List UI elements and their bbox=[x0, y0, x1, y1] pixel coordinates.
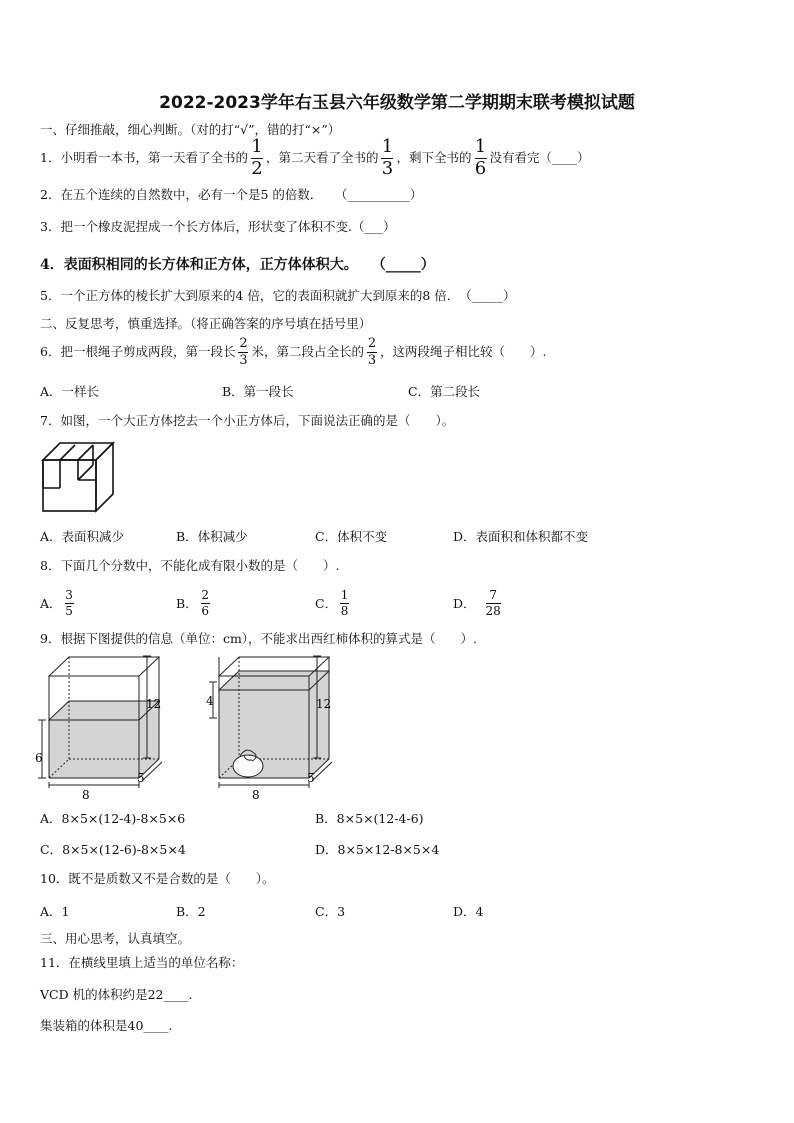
q8-option-c-fraction: $\frac{1}{8}$ bbox=[340, 587, 349, 618]
question-7: 7．如图，一个大正方体挖去一个小正方体后，下面说法正确的是（ ）。 bbox=[40, 413, 455, 428]
q9-option-b[interactable]: B．8×5×(12-4-6) bbox=[315, 811, 424, 826]
question-4: 4．表面积相同的长方体和正方体，正方体体积大。 （_____） bbox=[40, 257, 435, 273]
q1-fraction-3: $\frac{1}{6}$ bbox=[474, 135, 487, 179]
q8-option-b[interactable] bbox=[176, 582, 213, 624]
q1-text-d: 没有看完（____） bbox=[489, 150, 590, 165]
q8-option-c[interactable] bbox=[315, 582, 352, 624]
fig1-height-label: 12 bbox=[146, 697, 162, 711]
fig2-rise-label: 4 bbox=[206, 694, 214, 708]
q6-option-c[interactable]: C．第二段长 bbox=[408, 384, 481, 399]
q8-option-b-label: B． bbox=[176, 596, 198, 611]
q7-option-b[interactable]: B．体积减少 bbox=[176, 529, 248, 544]
q11-line-2: 集装箱的体积是40____. bbox=[40, 1018, 173, 1033]
fig2-width-label: 8 bbox=[252, 788, 260, 802]
q8-option-a-fraction: $\frac{3}{5}$ bbox=[65, 587, 73, 618]
fig2-height-label: 12 bbox=[316, 697, 332, 711]
question-10: 10．既不是质数又不是合数的是（ ）。 bbox=[40, 871, 275, 886]
q1-text-b: ，第二天看了全书的 bbox=[265, 150, 379, 165]
fig1-water-label: 6 bbox=[35, 751, 43, 765]
q6-fraction-1: $\frac{2}{3}$ bbox=[239, 335, 248, 368]
q7-option-d[interactable]: D．表面积和体积都不变 bbox=[453, 529, 589, 544]
cube-with-cutout-figure bbox=[40, 440, 120, 514]
q8-option-b-fraction: $\frac{2}{6}$ bbox=[201, 587, 209, 618]
question-9: 9．根据下图提供的信息（单位：cm），不能求出西红柿体积的算式是（ ）. bbox=[40, 631, 478, 646]
q8-option-d-fraction: $\frac{7}{28}$ bbox=[485, 587, 501, 618]
q10-option-b[interactable]: B．2 bbox=[176, 904, 206, 919]
question-5: 5．一个正方体的棱长扩大到原来的4 倍，它的表面积就扩大到原来的8 倍． （_____） bbox=[40, 288, 516, 303]
q10-option-c[interactable]: C．3 bbox=[315, 904, 346, 919]
section-2-heading: 二、反复思考，慎重选择。（将正确答案的序号填在括号里） bbox=[40, 316, 372, 331]
q1-fraction-1: $\frac{1}{2}$ bbox=[251, 135, 263, 179]
page-title: 2022-2023学年右玉县六年级数学第二学期期末联考模拟试题 bbox=[159, 93, 635, 113]
q10-option-d[interactable]: D．4 bbox=[453, 904, 484, 919]
q6-option-b[interactable]: B．第一段长 bbox=[222, 384, 294, 399]
q8-option-c-label: C． bbox=[315, 596, 338, 611]
question-1 bbox=[40, 135, 590, 179]
q1-text-a: 1．小明看一本书，第一天看了全书的 bbox=[40, 150, 248, 165]
q8-option-a[interactable] bbox=[40, 582, 77, 624]
fig1-depth-label: 5 bbox=[137, 771, 145, 785]
q6-fraction-2: $\frac{2}{3}$ bbox=[367, 335, 377, 368]
q6-text-a: 6．把一根绳子剪成两段，第一段长 bbox=[40, 344, 236, 359]
q10-option-a[interactable]: A．1 bbox=[40, 904, 70, 919]
q8-option-d[interactable] bbox=[453, 582, 504, 624]
q7-option-c[interactable]: C．体积不变 bbox=[315, 529, 388, 544]
q1-text-c: ，剩下全书的 bbox=[396, 150, 472, 165]
fig1-width-label: 8 bbox=[82, 788, 90, 802]
section-3-heading: 三、用心思考，认真填空。 bbox=[40, 931, 191, 946]
q9-container-figure-1 bbox=[34, 652, 164, 804]
question-6 bbox=[40, 334, 546, 370]
question-11: 11．在横线里填上适当的单位名称： bbox=[40, 955, 244, 970]
q8-option-d-label: D． bbox=[453, 596, 476, 611]
question-3: 3．把一个橡皮泥捏成一个长方体后，形状变了体积不变.（___） bbox=[40, 219, 396, 234]
q9-option-a[interactable]: A．8×5×(12-4)-8×5×6 bbox=[40, 811, 186, 826]
q6-option-a[interactable]: A．一样长 bbox=[40, 384, 100, 399]
q6-text-b: 米，第二段占全长的 bbox=[251, 344, 364, 359]
q1-fraction-2: $\frac{1}{3}$ bbox=[381, 135, 394, 179]
q7-option-a[interactable]: A．表面积减少 bbox=[40, 529, 125, 544]
section-1-heading: 一、仔细推敲，细心判断。（对的打“√”，错的打“×”） bbox=[40, 122, 341, 137]
question-8: 8．下面几个分数中，不能化成有限小数的是（ ）. bbox=[40, 558, 340, 573]
fig2-depth-label: 5 bbox=[307, 771, 315, 785]
q9-option-d[interactable]: D．8×5×12-8×5×4 bbox=[315, 842, 440, 857]
q8-option-a-label: A． bbox=[40, 596, 62, 611]
q6-text-c: ，这两段绳子相比较（ ）. bbox=[379, 344, 547, 359]
q9-option-c[interactable]: C．8×5×(12-6)-8×5×4 bbox=[40, 842, 186, 857]
question-2: 2．在五个连续的自然数中，必有一个是5 的倍数． （__________） bbox=[40, 187, 423, 202]
q9-container-figure-2 bbox=[204, 652, 334, 804]
q11-line-1: VCD 机的体积约是22____. bbox=[40, 987, 193, 1002]
